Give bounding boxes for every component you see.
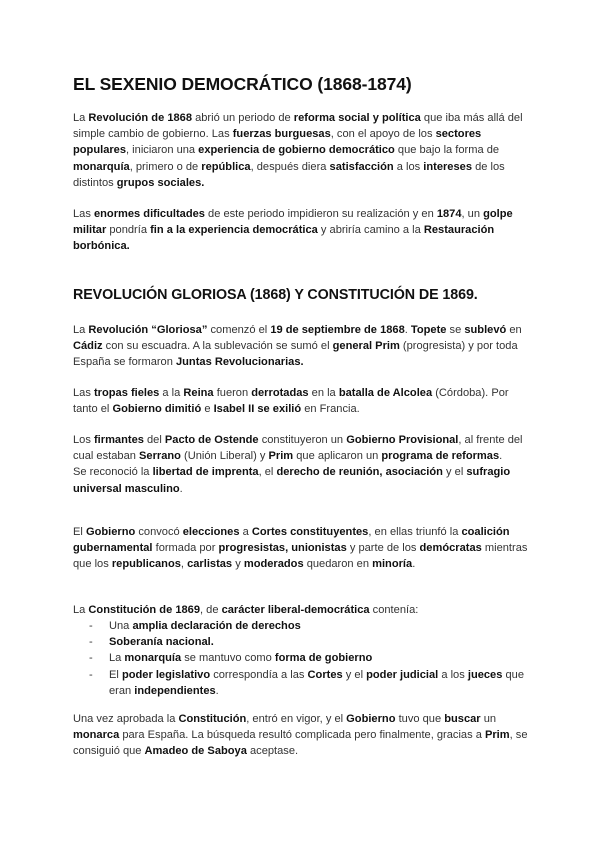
bold-text: batalla de Alcolea: [338, 387, 433, 399]
text-run: y: [232, 558, 244, 571]
bold-text: derrotadas: [251, 387, 309, 399]
body-paragraph-2: [73, 385, 535, 417]
bold-text: sectores populares: [73, 128, 482, 157]
text-run: , de: [200, 604, 222, 616]
constitution-list: [73, 618, 535, 699]
text-run: La: [73, 112, 89, 124]
bold-text: amplia declaración de derechos: [132, 620, 301, 632]
bold-text: Revolución de 1868: [88, 112, 193, 124]
text-run: Una: [109, 620, 133, 632]
text-run: La: [109, 652, 125, 665]
bold-text: Restauración borbónica.: [73, 224, 495, 253]
bold-text: Cádiz: [73, 340, 103, 353]
bold-text: republicanos: [111, 558, 181, 571]
bold-text: progresistas, unionistas: [218, 542, 347, 555]
text-run: a los: [393, 160, 424, 173]
text-run: convocó: [135, 526, 183, 538]
text-run: y el: [442, 466, 467, 479]
bold-text: grupos sociales.: [116, 176, 205, 189]
text-run: con su escuadra. A la sublevación se sumó el: [102, 340, 333, 353]
intro-paragraph-1: [73, 110, 535, 191]
page-title: EL SEXENIO DEMOCRÁTICO (1868-1874): [73, 74, 412, 94]
text-run: un: [480, 713, 497, 725]
bold-text: Revolución “Gloriosa”: [88, 324, 208, 336]
text-run: quedaron en: [303, 558, 373, 571]
bold-text: moderados: [243, 558, 304, 571]
text-run: que bajo la forma de: [394, 144, 500, 157]
bold-text: Gobierno dimitió: [112, 403, 202, 416]
text-run: Las: [73, 387, 94, 399]
bold-text: Reina: [183, 387, 214, 399]
bold-text: fuerzas burguesas: [232, 128, 331, 141]
text-run: , el: [258, 466, 277, 479]
text-run: comenzó el: [207, 324, 271, 336]
bold-text: sufragio universal masculino: [73, 466, 511, 495]
bold-text: minoría: [372, 558, 413, 571]
bold-text: jueces: [467, 668, 503, 681]
bold-text: Cortes constituyentes: [251, 526, 369, 538]
text-run: pondría: [106, 224, 151, 237]
text-run: que iba más allá del simple cambio de gobierno. Las: [73, 112, 523, 141]
bold-text: reforma social y política: [293, 112, 421, 124]
bold-text: general Prim: [332, 340, 400, 353]
bold-text: tropas fieles: [93, 387, 160, 399]
text-run: Los: [73, 434, 94, 446]
text-run: , primero o de: [129, 160, 202, 173]
list-item: - Soberanía nacional.: [89, 636, 214, 649]
bold-text: Isabel II se exilió: [213, 403, 302, 416]
text-run: fueron: [213, 387, 252, 399]
text-run: (Unión Liberal) y: [180, 450, 269, 463]
text-run: correspondía a las: [210, 668, 308, 681]
body-paragraph-1: [73, 322, 535, 371]
bold-text: fin a la experiencia democrática: [150, 224, 318, 237]
bold-text: Gobierno: [346, 713, 396, 725]
section-heading: REVOLUCIÓN GLORIOSA (1868) Y CONSTITUCIÓN DE 1869.: [73, 287, 478, 303]
bold-text: buscar: [444, 713, 481, 725]
list-item: - El poder legislativo correspondía a las Cortes y el poder judicial a los jueces que eran independientes.: [89, 668, 524, 697]
bold-text: intereses: [423, 160, 472, 173]
text-run: ,: [180, 558, 188, 571]
bold-text: Pacto de Ostende: [164, 434, 259, 446]
bold-text: Constitución de 1869: [88, 604, 200, 616]
text-run: abrió un periodo de: [192, 112, 294, 124]
bold-text: Cortes: [307, 668, 343, 681]
bold-text: Prim: [484, 729, 510, 742]
text-run: , se consiguió que: [73, 729, 528, 758]
text-run: contenía:: [369, 604, 419, 616]
text-run: aceptase.: [246, 745, 299, 758]
bold-text: carlistas: [187, 558, 233, 571]
bold-text: carácter liberal-democrática: [221, 604, 370, 616]
text-run: en la: [308, 387, 339, 399]
text-run: se: [446, 324, 465, 336]
text-run: que aplicaron un: [293, 450, 382, 463]
list-item-text: [109, 620, 301, 632]
text-run: a los: [438, 668, 468, 681]
text-run: y el: [342, 668, 367, 681]
text-run: formada por: [152, 542, 219, 555]
body-paragraph-3: [73, 432, 535, 497]
text-run: constituyeron un: [258, 434, 347, 446]
bold-text: sublevó: [464, 324, 507, 336]
text-run: , entró en vigor, y el: [246, 713, 347, 725]
bold-text: monarquía: [73, 160, 130, 173]
text-run: , un: [461, 208, 484, 220]
text-run: Las: [73, 208, 94, 220]
bold-text: monarquía: [124, 652, 182, 665]
list-item-text: [109, 652, 372, 664]
bold-text: forma de gobierno: [274, 652, 373, 665]
text-run: en: [506, 324, 522, 336]
bold-text: Constitución: [178, 713, 247, 725]
bold-text: demócratas: [419, 542, 482, 555]
text-run: para España. La búsqueda resultó complicada pero finalmente, gracias a: [119, 729, 485, 742]
text-run: .: [179, 482, 183, 495]
text-run: de los distintos: [73, 160, 505, 189]
bold-text: república: [201, 160, 251, 173]
text-run: .: [215, 684, 219, 697]
bold-text: coalición gubernamental: [73, 526, 510, 555]
intro-paragraph-2: [73, 206, 535, 255]
text-run: tuvo que: [395, 713, 445, 725]
text-run: y abriría camino a la: [317, 224, 424, 237]
list-item-text: [109, 636, 214, 648]
closing-paragraph: [73, 711, 535, 760]
bold-text: Prim: [268, 450, 294, 463]
bold-text: libertad de imprenta: [152, 466, 259, 479]
text-run: , iniciaron una: [126, 144, 199, 157]
bold-text: elecciones: [182, 526, 240, 538]
text-run: .: [499, 450, 503, 463]
bold-text: independientes: [134, 684, 216, 697]
text-run: .: [404, 324, 411, 336]
bold-text: Amadeo de Saboya: [144, 745, 247, 758]
bold-text: enormes dificultades: [93, 208, 205, 220]
bold-text: Juntas Revolucionarias.: [175, 356, 304, 369]
bold-text: firmantes: [93, 434, 144, 446]
bold-text: Gobierno Provisional: [346, 434, 459, 446]
bold-text: satisfacción: [329, 160, 394, 173]
text-run: La: [73, 604, 89, 616]
bold-text: golpe militar: [73, 208, 513, 237]
text-run: del: [143, 434, 165, 446]
text-run: La: [73, 324, 89, 336]
text-run: e: [201, 403, 214, 416]
text-run: .: [412, 558, 416, 571]
body-paragraph-4: [73, 524, 535, 573]
bold-text: monarca: [73, 729, 120, 742]
text-run: se mantuvo como: [181, 652, 275, 665]
text-run: El: [73, 526, 86, 538]
text-run: a la: [159, 387, 184, 399]
text-run: en Francia.: [301, 403, 360, 416]
text-run: , en ellas triunfó la: [368, 526, 462, 538]
text-run: que eran: [109, 668, 524, 697]
bold-text: 1874: [436, 208, 462, 220]
list-item-text: [109, 669, 524, 697]
text-run: , al frente del cual estaban: [73, 434, 523, 463]
text-run: y parte de los: [346, 542, 420, 555]
text-run: de este periodo impidieron su realización y en: [204, 208, 437, 220]
bold-text: programa de reformas: [381, 450, 500, 463]
bold-text: derecho de reunión, asociación: [276, 466, 443, 479]
list-item: - La monarquía se mantuvo como forma de gobierno: [89, 652, 373, 665]
text-run: mientras que los: [73, 542, 528, 571]
bold-text: poder legislativo: [121, 668, 211, 681]
text-run: a: [239, 526, 252, 538]
bold-text: Soberanía nacional.: [109, 636, 214, 649]
text-run: Se reconoció la: [73, 466, 150, 479]
bold-text: poder judicial: [366, 668, 439, 681]
text-run: El: [109, 668, 122, 681]
bold-text: Topete: [410, 324, 447, 336]
text-run: (progresista) y por toda España se formaron: [73, 340, 518, 369]
text-run: (Córdoba). Por tanto el: [73, 387, 509, 416]
bold-text: experiencia de gobierno democrático: [198, 144, 395, 157]
bold-text: Gobierno: [85, 526, 136, 538]
bold-text: 19 de septiembre de 1868: [270, 324, 405, 336]
text-run: , después diera: [250, 160, 330, 173]
text-run: Una vez aprobada la: [73, 713, 179, 725]
body-paragraph-5: [73, 602, 535, 618]
text-run: , con el apoyo de los: [330, 128, 436, 141]
list-item: - Una amplia declaración de derechos: [89, 620, 301, 632]
bold-text: Serrano: [139, 450, 181, 463]
